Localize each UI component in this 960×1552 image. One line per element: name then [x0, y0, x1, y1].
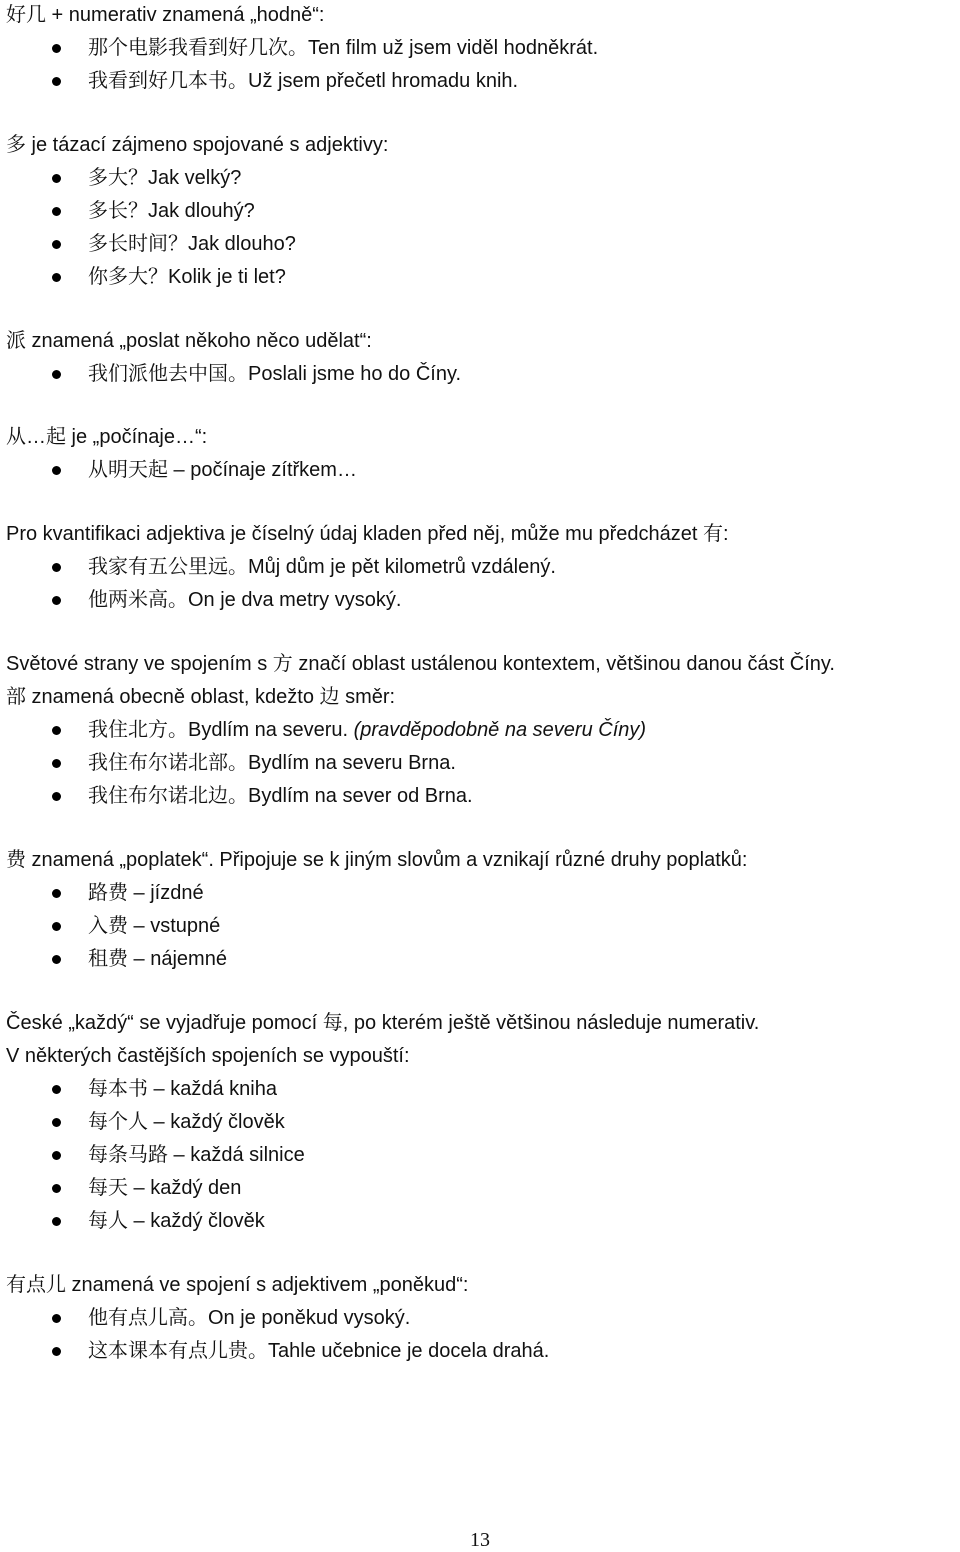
list-item — [88, 1109, 960, 1135]
bullet-icon — [52, 1151, 61, 1160]
list-item — [88, 587, 960, 613]
list-item — [88, 913, 960, 939]
heading-text: 有点儿 znamená ve spojení s adjektivem „poněkud“: — [6, 1274, 469, 1296]
heading-text: Pro kvantifikaci adjektiva je číselný údaj kladen před něj, může mu předcházet 有: — [6, 523, 729, 545]
list-item-text: 路费 – jízdné — [88, 882, 204, 904]
bullet-icon — [52, 1085, 61, 1094]
bullet-icon — [52, 596, 61, 605]
list-item-text: 他有点儿高。On je poněkud vysoký. — [88, 1307, 411, 1329]
list-item-text: 每天 – každý den — [88, 1177, 242, 1199]
page-number: 13 — [470, 1529, 490, 1551]
list-item — [88, 457, 960, 483]
bullet-icon — [52, 273, 61, 282]
bullet-icon — [52, 759, 61, 768]
list-item — [88, 1175, 960, 1201]
bullet-icon — [52, 77, 61, 86]
bullet-icon — [52, 207, 61, 216]
list-item-text: 我住布尔诺北部。Bydlím na severu Brna. — [88, 752, 456, 774]
section-heading — [6, 521, 960, 547]
list-item — [88, 783, 960, 809]
list-item — [88, 198, 960, 224]
list-item-text: 多大？Jak velký? — [88, 167, 242, 189]
heading-text: 好几 + numerativ znamená „hodně“: — [6, 4, 325, 26]
list-item-text: 那个电影我看到好几次。Ten film už jsem viděl hodněkrát. — [88, 37, 599, 59]
section-heading — [6, 132, 960, 158]
section-heading — [6, 2, 960, 28]
bullet-icon — [52, 1118, 61, 1127]
heading-text: 多 je tázací zájmeno spojované s adjektivy: — [6, 134, 389, 156]
bullet-icon — [52, 726, 61, 735]
section-heading — [6, 1272, 960, 1298]
list-item — [88, 165, 960, 191]
heading-text: Světové strany ve spojením s 方 značí oblast ustálenou kontextem, většinou danou část Číny. — [6, 653, 835, 675]
heading-text: 费 znamená „poplatek“. Připojuje se k jiným slovům a vznikají různé druhy poplatků: — [6, 849, 748, 871]
list-item — [88, 750, 960, 776]
italic-note: (pravděpodobně na severu Číny) — [348, 719, 647, 741]
bullet-icon — [52, 955, 61, 964]
list-item — [88, 1305, 960, 1331]
list-item-text: 入费 – vstupné — [88, 915, 221, 937]
bullet-icon — [52, 174, 61, 183]
list-item-text: 每条马路 – každá silnice — [88, 1144, 305, 1166]
list-item-text: 每本书 – každá kniha — [88, 1078, 277, 1100]
list-item — [88, 717, 960, 743]
list-item — [88, 231, 960, 257]
bullet-icon — [52, 792, 61, 801]
heading-text: České „každý“ se vyjadřuje pomocí 每, po kterém ještě většinou následuje numerativ. — [6, 1012, 760, 1034]
list-item-text: 我们派他去中国。Poslali jsme ho do Číny. — [88, 363, 462, 385]
list-item — [88, 68, 960, 94]
list-item-text: 我看到好几本书。Už jsem přečetl hromadu knih. — [88, 70, 519, 92]
bullet-icon — [52, 1347, 61, 1356]
list-item-text: 他两米高。On je dva metry vysoký. — [88, 589, 402, 611]
heading-text: V některých častějších spojeních se vypouští: — [6, 1045, 410, 1067]
list-item-text: 这本课本有点儿贵。Tahle učebnice je docela drahá. — [88, 1340, 550, 1362]
bullet-icon — [52, 240, 61, 249]
section-heading — [6, 651, 960, 677]
list-item — [88, 361, 960, 387]
bullet-icon — [52, 466, 61, 475]
section-heading — [6, 328, 960, 354]
list-item — [88, 264, 960, 290]
list-item — [88, 946, 960, 972]
list-item-text: 每人 – každý člověk — [88, 1210, 265, 1232]
bullet-icon — [52, 563, 61, 572]
list-item — [88, 35, 960, 61]
section-heading — [6, 424, 960, 450]
bullet-icon — [52, 922, 61, 931]
heading-text: 部 znamená obecně oblast, kdežto 边 směr: — [6, 686, 396, 708]
list-item-text: 你多大？Kolik je ti let? — [88, 266, 286, 288]
list-item — [88, 1142, 960, 1168]
list-item-text: 从明天起 – počínaje zítřkem… — [88, 459, 357, 481]
section-heading — [6, 847, 960, 873]
bullet-icon — [52, 1314, 61, 1323]
list-item-text: 我住北方。Bydlím na severu. — [88, 719, 349, 741]
list-item-text: 租费 – nájemné — [88, 948, 227, 970]
list-item — [88, 554, 960, 580]
bullet-icon — [52, 370, 61, 379]
list-item-text: 多长？Jak dlouhý? — [88, 200, 255, 222]
section-heading — [6, 1043, 960, 1069]
heading-text: 从…起 je „počínaje…“: — [6, 426, 208, 448]
bullet-icon — [52, 44, 61, 53]
bullet-icon — [52, 1217, 61, 1226]
list-item — [88, 1338, 960, 1364]
heading-text: 派 znamená „poslat někoho něco udělat“: — [6, 330, 372, 352]
list-item — [88, 1076, 960, 1102]
list-item-text: 每个人 – každý člověk — [88, 1111, 285, 1133]
section-heading — [6, 684, 960, 710]
bullet-icon — [52, 889, 61, 898]
list-item — [88, 880, 960, 906]
list-item — [88, 1208, 960, 1234]
list-item-text: 多长时间？Jak dlouho? — [88, 233, 296, 255]
list-item-text: 我住布尔诺北边。Bydlím na sever od Brna. — [88, 785, 473, 807]
bullet-icon — [52, 1184, 61, 1193]
list-item-text: 我家有五公里远。Můj dům je pět kilometrů vzdálený. — [88, 556, 556, 578]
section-heading — [6, 1010, 960, 1036]
